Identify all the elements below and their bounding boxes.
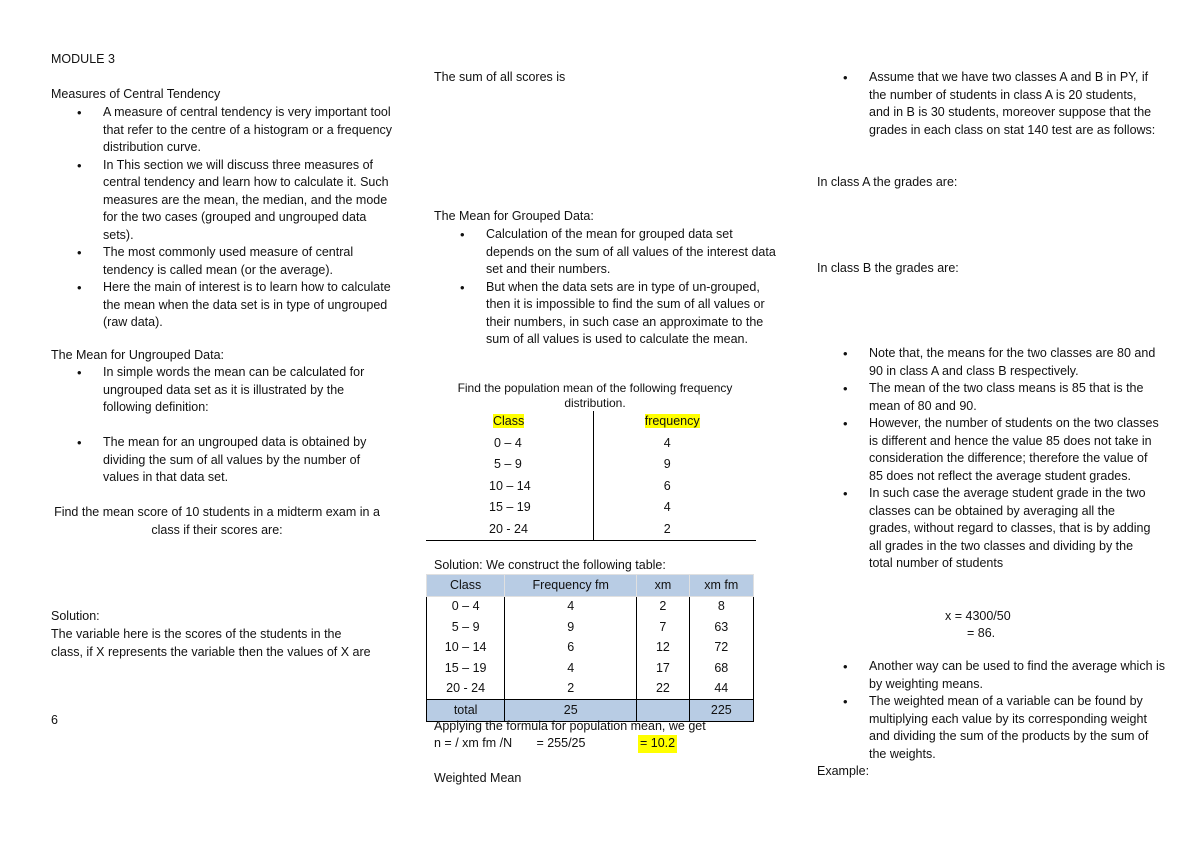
table-row: 5 – 9 9 7 63 — [427, 617, 754, 638]
column-header: xm — [637, 575, 689, 597]
list-item: • The weighted mean of a variable can be found by multiplying each value by its corresponding weight and dividing the sum of the products by the sum of the weights. — [869, 693, 1169, 763]
table-row: 15 – 19 4 17 68 — [427, 658, 754, 679]
table-row: 0 – 4 4 2 8 — [427, 596, 754, 617]
table-row: 5 – 9 9 — [426, 454, 756, 476]
list-item: • A measure of central tendency is very important tool that refer to the centre of a histogram or a frequency distribution curve. — [103, 104, 395, 157]
list-item: • The most commonly used measure of central tendency is called mean (or the average). — [103, 244, 395, 279]
table-row: 20 - 24 2 22 44 — [427, 679, 754, 700]
central-tendency-bullets — [51, 104, 395, 332]
list-item: • The mean for an ungrouped data is obtained by dividing the sum of all values by the number of values in that data set. — [103, 434, 395, 487]
solution-text: The variable here is the scores of the students in the class, if X represents the variable then the values of X are — [51, 627, 371, 659]
total-row: total 25 225 — [427, 700, 754, 722]
page-number: 6 — [51, 713, 58, 727]
list-item: • In simple words the mean can be calculated for ungrouped data set as it is illustrated by the following definition: — [103, 364, 395, 417]
grouped-heading: The Mean for Grouped Data: — [434, 209, 594, 223]
two-classes-bullet — [817, 69, 1159, 139]
class-b-text: In class B the grades are: — [817, 261, 959, 275]
solution-table — [426, 574, 754, 722]
frequency-table — [426, 411, 756, 541]
table-row: 0 – 4 4 — [426, 433, 756, 455]
class-header: Class — [493, 414, 525, 428]
calc-line-2: = 86. — [967, 626, 996, 640]
formula: n = / xm fm /N = 255/25 — [434, 736, 586, 750]
example-label: Example: — [817, 764, 870, 778]
formula-result: = 10.2 — [638, 735, 677, 753]
weighted-heading: Weighted Mean — [434, 771, 522, 785]
column-header: Frequency fm — [505, 575, 637, 597]
ungrouped-bullets-a — [51, 364, 395, 417]
module-label: MODULE 3 — [51, 52, 115, 66]
find-text: Find the population mean of the following frequency distribution. — [457, 381, 733, 410]
column-header: xm fm — [689, 575, 753, 597]
list-item: • However, the number of students on the two classes is different and hence the value 85 does not take in consideration the difference; therefore the value of 85 does not reflect the average student grades. — [869, 415, 1159, 485]
table-row: 10 – 14 6 12 72 — [427, 638, 754, 659]
list-item: • Another way can be used to find the average which is by weighting means. — [869, 658, 1169, 693]
column-header: Class — [427, 575, 505, 597]
means-bullets — [817, 345, 1159, 573]
solution-construct-text: Solution: We construct the following table: — [434, 558, 666, 572]
list-item: • In such case the average student grade in the two classes can be obtained by averaging all the grades, without regard to classes, that is by adding all grades in the two classes and dividing by the total number of students — [869, 485, 1159, 573]
list-item: • Calculation of the mean for grouped data set depends on the sum of all values of the interest data set and their numbers. — [486, 226, 776, 279]
ungrouped-heading: The Mean for Ungrouped Data: — [51, 348, 225, 362]
table-row: 20 - 24 2 — [426, 519, 756, 541]
list-item: • In This section we will discuss three measures of central tendency and learn how to calculate it. Such measures are the mean, the median, and the mode for the two cases (grouped and ungrouped data sets). — [103, 157, 395, 245]
list-item: • But when the data sets are in type of un-grouped, then it is impossible to find the sum of all values or their numbers, in such case an approximate to the sum of all values is used to calculate the mean. — [486, 279, 776, 349]
list-item: • Assume that we have two classes A and B in PY, if the number of students in class A is 20 students, and in B is 30 students, moreover suppose that the grades in each class on stat 140 test are as follows: — [869, 69, 1159, 139]
solution-label: Solution: — [51, 609, 100, 623]
frequency-header: frequency — [644, 414, 700, 428]
class-a-text: In class A the grades are: — [817, 175, 958, 189]
list-item: • Note that, the means for the two classes are 80 and 90 in class A and class B respectively. — [869, 345, 1159, 380]
exercise-text: Find the mean score of 10 students in a midterm exam in a class if their scores are: — [54, 505, 380, 537]
formula-intro: Applying the formula for population mean, we get — [434, 719, 706, 733]
list-item: • Here the main of interest is to learn how to calculate the mean when the data set is in type of ungrouped (raw data). — [103, 279, 395, 332]
list-item: • The mean of the two class means is 85 that is the mean of 80 and 90. — [869, 380, 1159, 415]
ungrouped-bullets-b — [51, 434, 395, 487]
table-row: 10 – 14 6 — [426, 476, 756, 498]
grouped-bullets — [434, 226, 776, 349]
weighting-bullets — [817, 658, 1169, 763]
sum-text: The sum of all scores is — [434, 70, 566, 84]
calc-line-1: x = 4300/50 — [945, 609, 1011, 623]
table-row: 15 – 19 4 — [426, 497, 756, 519]
section-heading: Measures of Central Tendency — [51, 87, 221, 101]
